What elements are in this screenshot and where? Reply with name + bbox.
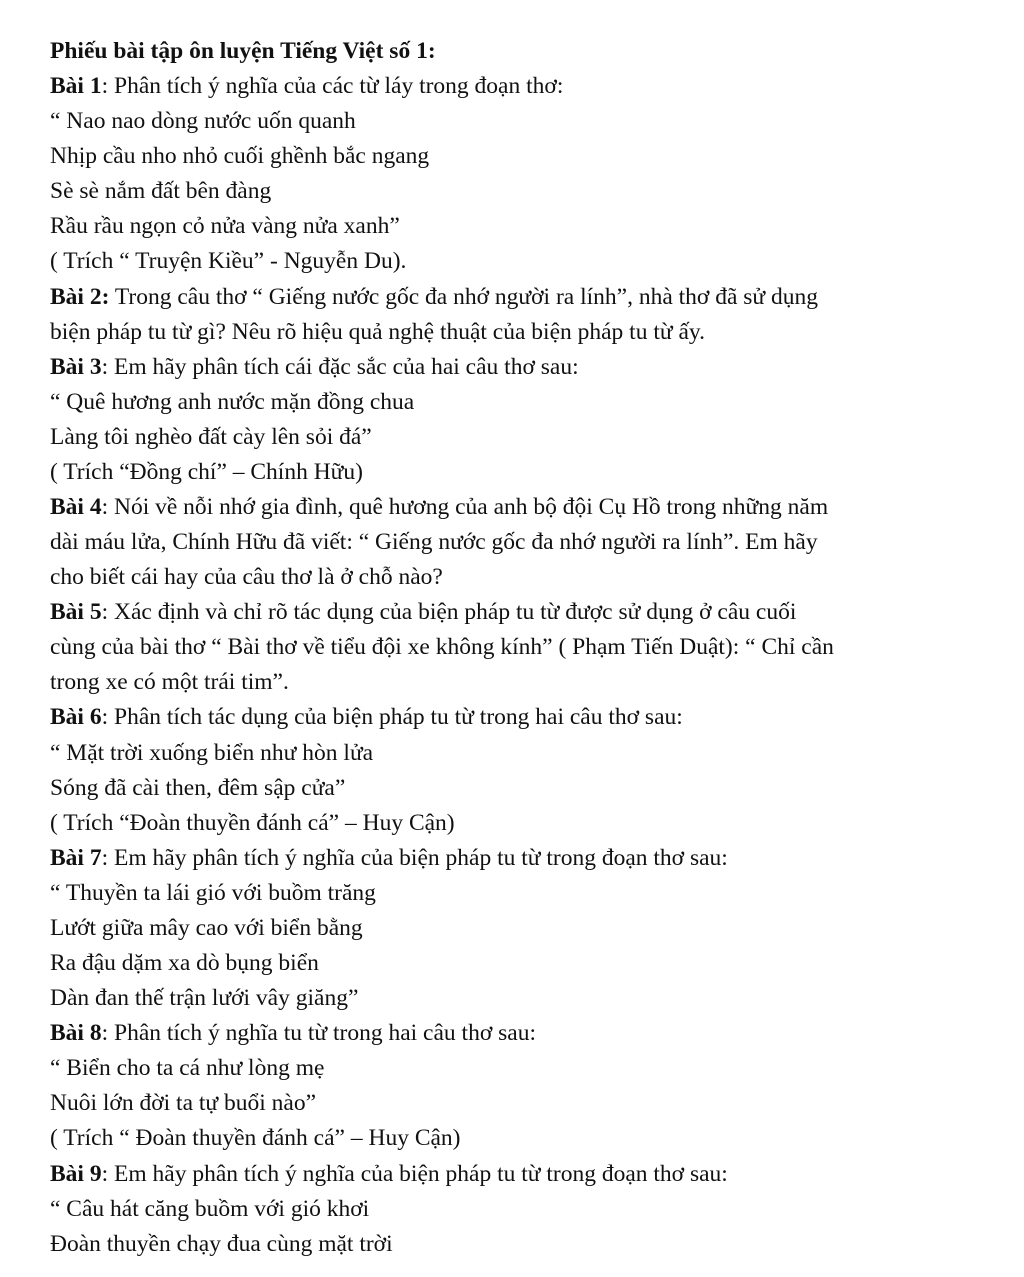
exercise-line: Lướt giữa mây cao với biển bằng: [50, 914, 363, 941]
exercise-heading: [50, 595, 1000, 630]
exercise-line: Dàn đan thế trận lưới vây giăng”: [50, 985, 359, 1012]
exercise-line: “ Biển cho ta cá như lòng mẹ: [50, 1055, 325, 1082]
exercise-heading: [50, 1016, 1000, 1051]
exercise-line: ( Trích “Đồng chí” – Chính Hữu): [50, 458, 363, 485]
exercise-line: cho biết cái hay của câu thơ là ở chỗ nào?: [50, 564, 443, 591]
exercise-label: Bài 2:: [50, 283, 110, 310]
exercise-line: biện pháp tu từ gì? Nêu rõ hiệu quả nghệ thuật của biện pháp tu từ ấy.: [50, 318, 706, 345]
exercise-label: Bài 3: [50, 353, 102, 380]
exercise-label-separator: :: [101, 599, 114, 626]
exercise-heading: [50, 350, 1000, 385]
document-title: Phiếu bài tập ôn luyện Tiếng Việt số 1:: [50, 38, 436, 64]
exercise-text: Phân tích ý nghĩa của các từ láy trong đoạn thơ:: [114, 73, 564, 100]
exercise-heading: [50, 280, 1000, 315]
exercise-line: “ Mặt trời xuống biển như hòn lửa: [50, 739, 374, 766]
exercise-line: Rầu rầu ngọn cỏ nửa vàng nửa xanh”: [50, 213, 400, 240]
worksheet-content: [50, 34, 1000, 1262]
exercise-line: Ra đậu dặm xa dò bụng biển: [50, 950, 319, 977]
exercise-label: Bài 7: [50, 844, 102, 871]
exercise-label: Bài 4: [50, 494, 102, 521]
exercise-line: Đoàn thuyền chạy đua cùng mặt trời: [50, 1230, 393, 1257]
exercise-line: Nuôi lớn đời ta tự buổi nào”: [50, 1090, 317, 1117]
exercise-text: Em hãy phân tích cái đặc sắc của hai câu thơ sau:: [114, 353, 579, 380]
exercise-label: Bài 9: [50, 1160, 102, 1187]
exercise-label: Bài 8: [50, 1020, 102, 1047]
exercise-heading: [50, 69, 1000, 104]
exercise-text: Phân tích ý nghĩa tu từ trong hai câu thơ sau:: [114, 1020, 536, 1047]
exercise-text: Em hãy phân tích ý nghĩa của biện pháp tu từ trong đoạn thơ sau:: [114, 1160, 728, 1187]
exercise-label: Bài 5: [50, 599, 102, 626]
exercise-line: Sóng đã cài then, đêm sập cửa”: [50, 774, 346, 801]
exercise-line: trong xe có một trái tim”.: [50, 669, 289, 696]
exercise-line: “ Quê hương anh nước mặn đồng chua: [50, 388, 415, 415]
exercise-label-separator: :: [101, 1160, 114, 1187]
exercise-text: Nói về nỗi nhớ gia đình, quê hương của anh bộ đội Cụ Hồ trong những năm: [114, 494, 829, 521]
exercise-line: dài máu lửa, Chính Hữu đã viết: “ Giếng nước gốc đa nhớ người ra lính”. Em hãy: [50, 529, 818, 556]
exercise-label-separator: :: [101, 1020, 114, 1047]
exercise-text: Xác định và chỉ rõ tác dụng của biện pháp tu từ được sử dụng ở câu cuối: [114, 599, 797, 626]
exercise-label-separator: :: [101, 704, 114, 731]
exercise-text: Phân tích tác dụng của biện pháp tu từ trong hai câu thơ sau:: [114, 704, 683, 731]
exercise-label-separator: :: [101, 844, 114, 871]
exercise-text: Trong câu thơ “ Giếng nước gốc đa nhớ người ra lính”, nhà thơ đã sử dụng: [114, 283, 819, 310]
exercise-line: “ Câu hát căng buồm với gió khơi: [50, 1195, 370, 1222]
exercise-label-separator: :: [101, 494, 114, 521]
exercise-label: Bài 1: [50, 73, 102, 100]
exercise-line: Nhịp cầu nho nhỏ cuối ghềnh bắc ngang: [50, 143, 430, 170]
exercise-line: cùng của bài thơ “ Bài thơ về tiểu đội xe không kính” ( Phạm Tiến Duật): “ Chỉ cần: [50, 634, 834, 661]
exercise-line: “ Thuyền ta lái gió với buồm trăng: [50, 879, 376, 906]
exercise-line: ( Trích “ Truyện Kiều” - Nguyễn Du).: [50, 248, 407, 275]
exercise-text: Em hãy phân tích ý nghĩa của biện pháp tu từ trong đoạn thơ sau:: [114, 844, 728, 871]
exercise-line: “ Nao nao dòng nước uốn quanh: [50, 108, 356, 135]
exercise-label-separator: :: [101, 353, 114, 380]
exercise-heading: [50, 841, 1000, 876]
exercise-line: Sè sè nắm đất bên đàng: [50, 178, 272, 205]
exercise-label-separator: :: [101, 73, 114, 100]
exercise-label: Bài 6: [50, 704, 102, 731]
exercise-heading: [50, 700, 1000, 735]
exercise-line: ( Trích “Đoàn thuyền đánh cá” – Huy Cận): [50, 809, 455, 836]
exercise-heading: [50, 490, 1000, 525]
exercise-line: ( Trích “ Đoàn thuyền đánh cá” – Huy Cận): [50, 1125, 461, 1152]
exercise-line: Làng tôi nghèo đất cày lên sỏi đá”: [50, 423, 372, 450]
exercise-heading: [50, 1157, 1000, 1192]
